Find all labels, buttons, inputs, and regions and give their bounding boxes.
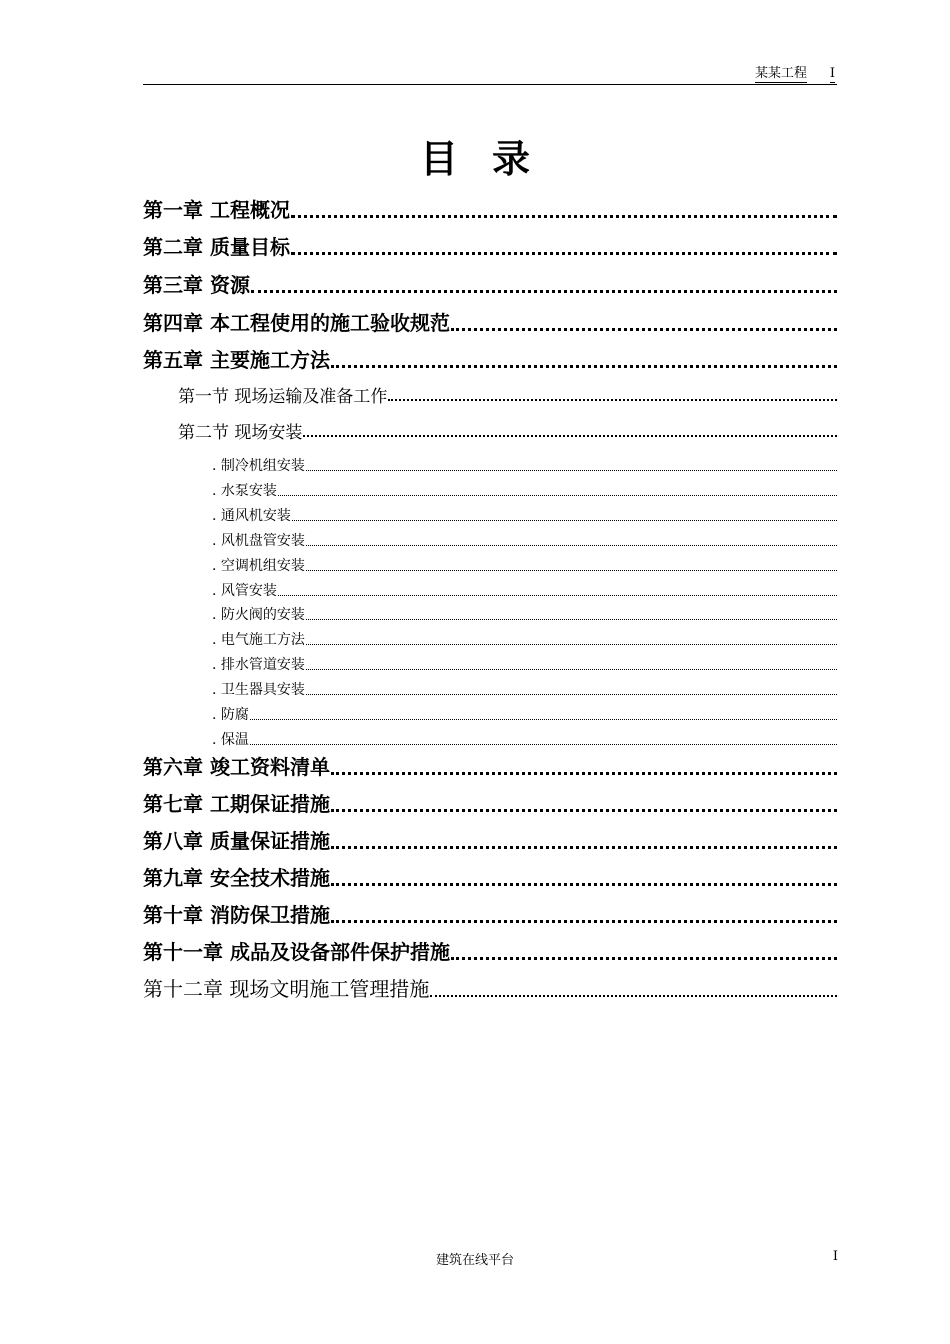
toc-entry-label: . 卫生器具安装 (212, 682, 305, 698)
dot-leader (291, 215, 837, 218)
toc-entry-label: . 制冷机组安装 (212, 458, 305, 474)
toc-entry-item[interactable] (212, 654, 837, 674)
toc-entry-item[interactable] (212, 555, 837, 575)
dot-leader (306, 545, 837, 546)
toc-title: 目录 (419, 137, 564, 181)
toc-entry-item[interactable] (212, 455, 837, 475)
toc-entry-label: . 水泵安装 (212, 483, 277, 499)
toc-entry-item[interactable] (212, 679, 837, 699)
dot-leader (451, 328, 837, 331)
toc-entry-chapter-10[interactable] (143, 899, 837, 929)
toc-entry-chapter-2[interactable] (143, 231, 837, 261)
dot-leader (250, 744, 837, 745)
toc-entry-chapter-4[interactable] (143, 307, 837, 337)
dot-leader (430, 995, 837, 997)
toc-entry-label: 第二节 现场安装 (178, 423, 303, 442)
toc-entry-label: 第二章 质量目标 (143, 235, 290, 259)
toc-entry-chapter-1[interactable] (143, 194, 837, 224)
toc-entry-label: . 电气施工方法 (212, 632, 305, 648)
toc-entry-label: 第一节 现场运输及准备工作 (178, 387, 388, 406)
dot-leader (331, 883, 837, 886)
toc-entry-chapter-12[interactable] (143, 973, 837, 1003)
toc-entry-label: 第四章 本工程使用的施工验收规范 (143, 311, 450, 335)
toc-entry-label: 第六章 竣工资料清单 (143, 755, 330, 779)
dot-leader (291, 252, 837, 255)
toc-entry-label: 第七章 工期保证措施 (143, 792, 330, 816)
toc-entry-item[interactable] (212, 580, 837, 600)
toc-entry-label: 第一章 工程概况 (143, 198, 290, 222)
toc-entry-label: 第八章 质量保证措施 (143, 829, 330, 853)
toc-entry-item[interactable] (212, 480, 837, 500)
dot-leader (331, 365, 837, 368)
toc-entry-chapter-6[interactable] (143, 751, 837, 781)
dot-leader (303, 435, 837, 437)
toc-entry-label: . 风机盘管安装 (212, 533, 305, 549)
toc-entry-item[interactable] (212, 704, 837, 724)
toc-entry-label: . 通风机安装 (212, 508, 291, 524)
dot-leader (331, 772, 837, 775)
footer-text: 建筑在线平台 (435, 1253, 514, 1268)
header-title: 某某工程 (754, 66, 807, 81)
toc-entry-label: . 防火阀的安装 (212, 607, 305, 623)
toc-entry-item[interactable] (212, 729, 837, 749)
dot-leader (306, 470, 837, 471)
dot-leader (306, 644, 837, 645)
dot-leader (451, 957, 837, 960)
toc-entry-label: 第十二章 现场文明施工管理措施 (143, 977, 430, 1001)
header-page-number: I (829, 66, 835, 81)
toc-entry-chapter-9[interactable] (143, 862, 837, 892)
dot-leader (331, 920, 837, 923)
toc-entry-label: . 防腐 (212, 707, 249, 723)
dot-leader (251, 290, 837, 293)
toc-entry-chapter-11[interactable] (143, 936, 837, 966)
dot-leader (388, 399, 837, 401)
dot-leader (278, 595, 837, 596)
toc-entry-label: 第十一章 成品及设备部件保护措施 (143, 940, 450, 964)
toc-entry-label: 第九章 安全技术措施 (143, 866, 330, 890)
toc-entry-chapter-3[interactable] (143, 269, 837, 299)
dot-leader (331, 809, 837, 812)
toc-entry-label: . 空调机组安装 (212, 558, 305, 574)
toc-entry-label: . 风管安装 (212, 583, 277, 599)
dot-leader (306, 570, 837, 571)
toc-entry-item[interactable] (212, 505, 837, 525)
toc-entry-item[interactable] (212, 604, 837, 624)
dot-leader (292, 520, 837, 521)
dot-leader (306, 694, 837, 695)
toc-entry-label: 第十章 消防保卫措施 (143, 903, 330, 927)
dot-leader (278, 495, 837, 496)
toc-entry-chapter-7[interactable] (143, 788, 837, 818)
dot-leader (250, 719, 837, 720)
toc-entry-chapter-5[interactable] (143, 344, 837, 374)
toc-entry-label: . 排水管道安装 (212, 657, 305, 673)
toc-entry-section-2[interactable] (178, 418, 837, 442)
toc-entry-chapter-8[interactable] (143, 825, 837, 855)
dot-leader (306, 669, 837, 670)
dot-leader (331, 846, 837, 849)
toc-entry-section-1[interactable] (178, 382, 837, 406)
toc-entry-item[interactable] (212, 530, 837, 550)
toc-entry-label: 第五章 主要施工方法 (143, 348, 330, 372)
toc-entry-item[interactable] (212, 629, 837, 649)
toc-entry-label: 第三章 资源 (143, 273, 250, 297)
footer-page-number: I (832, 1249, 838, 1264)
toc-entry-label: . 保温 (212, 732, 249, 748)
dot-leader (306, 619, 837, 620)
